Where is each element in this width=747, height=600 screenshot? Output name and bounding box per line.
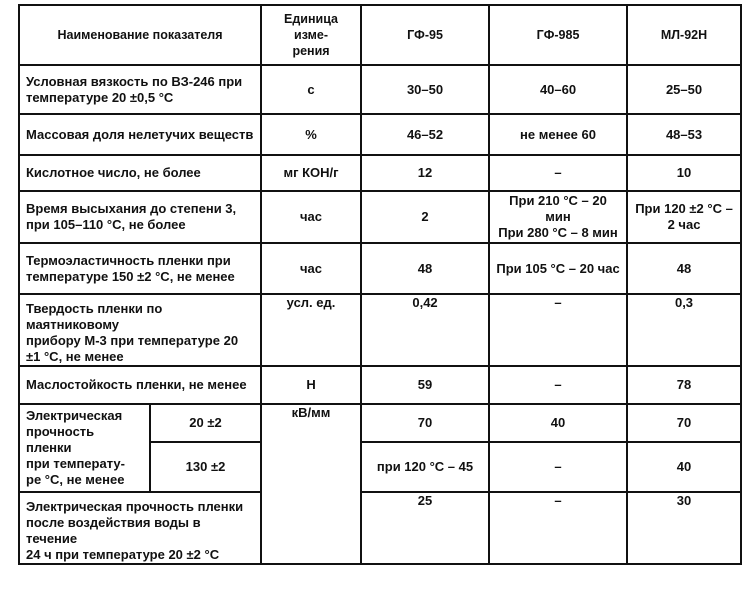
row-name-line: после воздействия воды в течение (26, 515, 201, 546)
cell-gf985: При 105 °С – 20 час (489, 243, 627, 294)
table-row (19, 492, 741, 564)
cell-gf95: 48 (361, 243, 489, 294)
row-unit: мг КОН/г (261, 155, 361, 191)
row-name (19, 404, 150, 492)
cell-line: 2 час (667, 217, 701, 232)
table-row (19, 114, 741, 155)
header-col-gf985: ГФ-985 (489, 5, 627, 65)
row-name-line: ±1 °С, не менее (26, 349, 124, 364)
row-unit: час (261, 191, 361, 243)
row-name-line: Условная вязкость по ВЗ-246 при (26, 73, 243, 89)
cell-gf95: 70 (361, 404, 489, 442)
cell-ml92n: 40 (627, 442, 741, 492)
cell-gf985 (489, 191, 627, 243)
sub-temp: 20 ±2 (150, 404, 261, 442)
row-name-line: прибору М-3 при температуре 20 (26, 333, 239, 348)
row-name (19, 294, 261, 366)
cell-ml92n: 0,3 (627, 294, 741, 366)
table-row (19, 65, 741, 114)
cell-gf985: не менее 60 (489, 114, 627, 155)
row-name (19, 191, 261, 243)
cell-gf95: при 120 °С – 45 (361, 442, 489, 492)
row-name-line: при 105–110 °С, не более (26, 217, 186, 232)
header-unit-line1: Единица изме- (284, 12, 338, 42)
row-unit: час (261, 243, 361, 294)
row-name-line: при температу- (26, 456, 125, 471)
header-col-ml92n: МЛ-92Н (627, 5, 741, 65)
row-name-line: 24 ч при температуре 20 ±2 °С (26, 547, 220, 562)
cell-ml92n: 78 (627, 366, 741, 404)
table-row (19, 294, 741, 366)
row-name-line: температуре 20 ±0,5 °С (26, 89, 174, 105)
row-name: Кислотное число, не более (19, 155, 261, 191)
cell-ml92n: 48 (627, 243, 741, 294)
header-row (19, 5, 741, 65)
cell-ml92n: 30 (627, 492, 741, 564)
cell-gf95: 46–52 (361, 114, 489, 155)
header-name: Наименование показателя (19, 5, 261, 65)
row-name-line: Термоэластичность пленки при (26, 252, 231, 268)
row-unit: % (261, 114, 361, 155)
header-col-gf95: ГФ-95 (361, 5, 489, 65)
row-name-line: Электрическая (26, 408, 123, 423)
row-name (19, 492, 261, 564)
row-unit: Н (261, 366, 361, 404)
row-name-line: прочность пленки (26, 424, 95, 455)
row-name-line: ре °С, не менее (26, 472, 125, 487)
cell-gf985: 40–60 (489, 65, 627, 114)
cell-gf985: – (489, 294, 627, 366)
row-unit: с (261, 65, 361, 114)
cell-gf95: 12 (361, 155, 489, 191)
cell-ml92n (627, 191, 741, 243)
header-unit (261, 5, 361, 65)
cell-gf985: – (489, 366, 627, 404)
row-name (19, 243, 261, 294)
cell-gf985: – (489, 155, 627, 191)
cell-gf95: 30–50 (361, 65, 489, 114)
table-row (19, 366, 741, 404)
header-unit-line2: рения (292, 44, 330, 58)
cell-ml92n: 48–53 (627, 114, 741, 155)
cell-gf985: – (489, 442, 627, 492)
table-row (19, 243, 741, 294)
row-name: Массовая доля нелетучих веществ (19, 114, 261, 155)
cell-gf985: – (489, 492, 627, 564)
row-unit: кВ/мм (261, 404, 361, 564)
row-name-line: Время высыхания до степени 3, (26, 201, 237, 216)
table-row (19, 191, 741, 243)
cell-ml92n: 25–50 (627, 65, 741, 114)
row-unit: усл. ед. (261, 294, 361, 366)
row-name: Маслостойкость пленки, не менее (19, 366, 261, 404)
cell-gf985: 40 (489, 404, 627, 442)
sub-temp: 130 ±2 (150, 442, 261, 492)
specification-table (18, 4, 742, 565)
cell-line: При 210 °С – 20 мин (509, 193, 607, 224)
cell-gf95: 59 (361, 366, 489, 404)
cell-ml92n: 70 (627, 404, 741, 442)
cell-gf95: 2 (361, 191, 489, 243)
cell-line: При 280 °С – 8 мин (498, 225, 618, 240)
table-row (19, 404, 741, 442)
cell-gf95: 25 (361, 492, 489, 564)
cell-ml92n: 10 (627, 155, 741, 191)
row-name-line: температуре 150 ±2 °С, не менее (26, 268, 235, 284)
row-name-line: Твердость пленки по маятниковому (26, 301, 163, 332)
table-row (19, 155, 741, 191)
row-name-line: Электрическая прочность пленки (26, 499, 244, 514)
cell-line: При 120 ±2 °С – (635, 201, 733, 216)
cell-gf95: 0,42 (361, 294, 489, 366)
row-name (19, 65, 261, 114)
